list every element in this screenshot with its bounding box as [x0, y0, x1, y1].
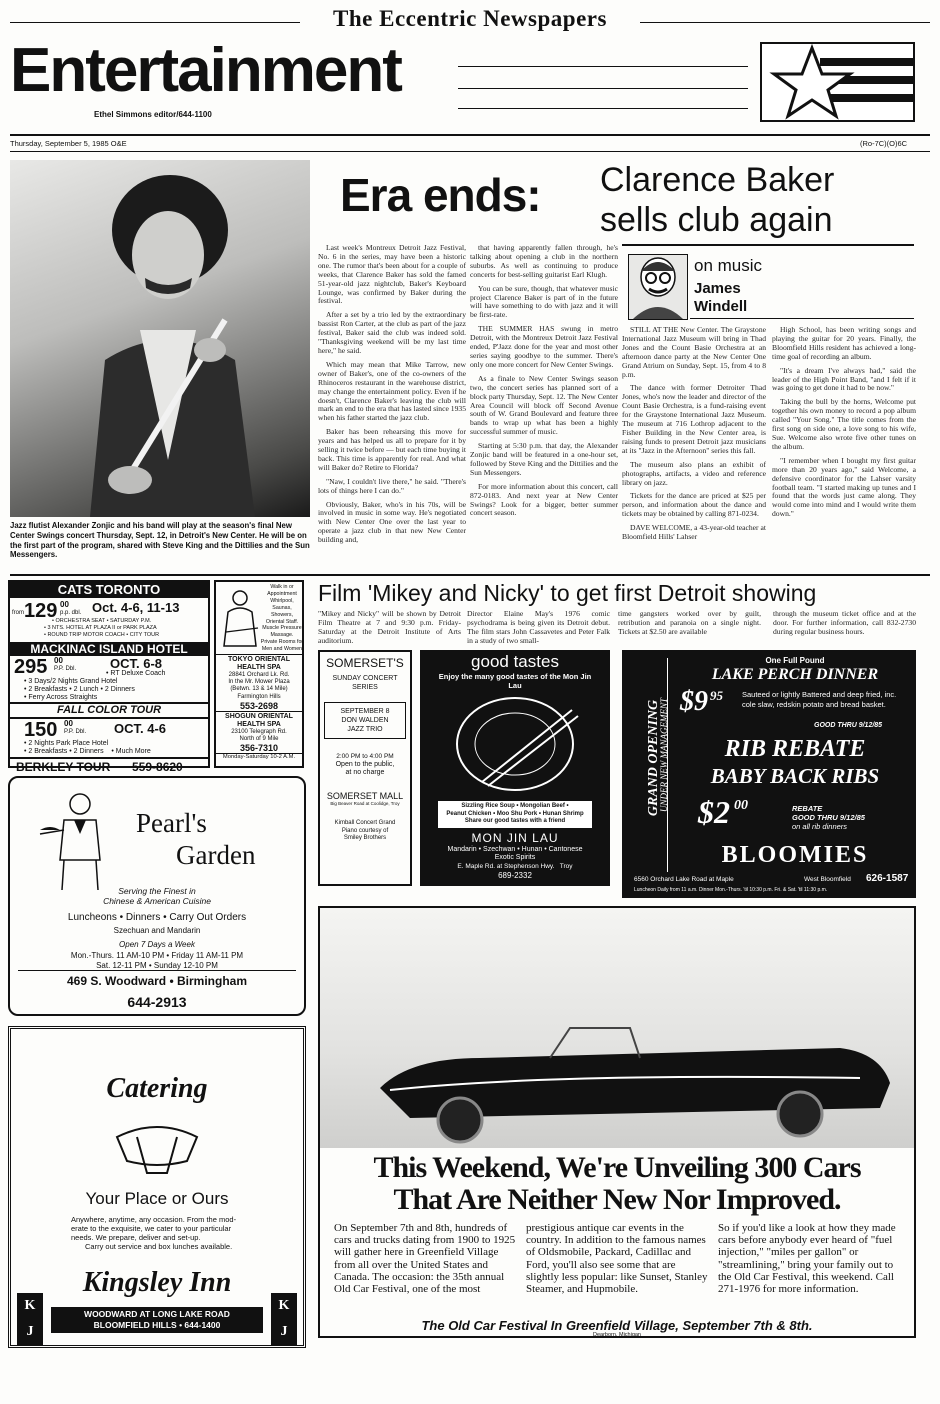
somerset-credit: Smiley Brothers — [343, 835, 387, 841]
spa-tagline: Whirlpool, Saunas, — [270, 597, 294, 611]
spa-tagline: Showers, — [270, 611, 294, 618]
fall-item: • 2 Nights Park Place Hotel — [24, 740, 109, 747]
monjin-dishes: Share our good tastes with a friend — [464, 818, 566, 824]
paragraph: Baker has been rehearsing this move for years and has helped us all to prepare for it by selling it twice before — but each time buying it back. This time is apparently for real. And what will Baker do? Retire to Florida? — [318, 427, 466, 472]
spa-tagline: Walk in or — [270, 584, 294, 590]
mackinac-price: 295 — [14, 656, 48, 678]
kingsley-address: WOODWARD AT LONG LAKE ROAD — [84, 1309, 230, 1319]
monjin-name: MON JIN LAU — [471, 830, 559, 845]
tokyo-phone: 553-2698 — [239, 700, 279, 711]
tokyo-address: 28841 Orchard Lk. Rd. — [228, 672, 290, 678]
paragraph: Tickets for the dance are priced at $25 per person, and information about the dance and tickets may be obtained by calling 871-0234. — [622, 491, 766, 519]
catering-body: Anywhere, anytime, any occasion. From the mod- — [71, 1215, 237, 1224]
cats-price: 129 — [24, 600, 58, 622]
masthead-rule-right — [640, 22, 930, 23]
film-col-3: time gangsters worked over by guilt, retribution and paranoia on a single night. Tickets at $2.50 are available — [618, 609, 761, 636]
editor-credit: Ethel Simmons editor/644-1100 — [94, 110, 212, 119]
paragraph: The dance with former Detroiter Thad Jones, who's now the leader and director of the Count Basie Orchestra, is a fund-raising event for the Graystone International Jazz Museum. The museum at 716 Lothrop adjacent to the Fisher Building in the New Center area, is raising funds to present Detroit jazz musicians at its "Jazz in the Afternoon" series this fall. — [622, 383, 766, 455]
bloomies-rib-price: $2 — [698, 794, 730, 830]
somerset-credit: Kimball Concert Grand — [334, 820, 396, 826]
pearls-hours: Sat. 12-11 PM • Sunday 12-10 PM — [96, 961, 218, 970]
article-col-3 — [622, 326, 766, 547]
car-col-1: On September 7th and 8th, hundreds of cars and trucks dating from 1900 to 1925 will gather here in Greenfield Village from all over the United States and Canada. The occasion: the 35th annual Old Car Festival, one of the most — [334, 1222, 516, 1296]
columnist-portrait-icon — [629, 255, 687, 319]
car-photo — [320, 908, 914, 1148]
bloomies-rib-rebate: REBATE — [792, 804, 823, 813]
section-divider — [10, 574, 930, 576]
mackinac-price-cents: 00 — [54, 656, 63, 665]
bloomies-phone: 626-1587 — [866, 873, 909, 884]
kingsley-catering-ad — [8, 1026, 306, 1348]
pearls-tagline: Chinese & American Cuisine — [103, 896, 211, 906]
somerset-time: 2:00 PM to 4:00 PM — [336, 753, 394, 760]
mackinac-item: • 3 Days/2 Nights Grand Hotel — [24, 678, 118, 685]
monjin-phone: 689-2332 — [498, 870, 532, 880]
headline-kicker: Era ends: — [340, 169, 541, 221]
bloomies-name: BLOOMIES — [721, 842, 869, 868]
kingsley-emblem-right — [271, 1293, 297, 1345]
somerset-venue: SOMERSET MALL — [326, 791, 404, 801]
fall-item: • 2 Breakfasts • 2 Dinners • Much More — [24, 748, 151, 755]
bloomies-rib-title: RIB REBATE — [724, 736, 866, 762]
pearls-divider — [18, 970, 296, 971]
column-label: on music — [694, 256, 763, 275]
kingsley-emblem-left — [17, 1293, 43, 1345]
shogun-address: 23100 Telegraph Rd. — [231, 728, 287, 735]
tokyo-city: Farmington Hills — [237, 693, 281, 700]
columnist-last-name: Windell — [694, 298, 748, 315]
bloomies-hours: Luncheon Daily from 11 a.m. Dinner Mon.-Thurs. 'til 10:30 p.m. Fri. & Sat. 'til 11:30 p.m. — [634, 887, 828, 893]
plate-chopsticks-icon — [422, 690, 608, 794]
shogun-name: SHOGUN ORIENTAL HEALTH SPA — [225, 712, 293, 728]
paragraph: Which may mean that Mike Tarrow, new owner of Baker's, one of the co-owners of the Rhinoceros restaurant in the warehouse district, may change the entertainment policy. Even if he doesn't, Clarence Baker's leaving the club will mark an end to the era that has lasted since 1935 when his father started the jazz club. — [318, 359, 466, 423]
paragraph: that having apparently fallen through, he's talking about opening a club in the northern suburbs. As well as continuing to produce concerts for best-selling guitarist Earl Klugh. — [470, 243, 618, 279]
paragraph: "It's a dream I've always had," said the leader of the High Point Band, "and I felt if it was going to get done it had to be now." — [772, 365, 916, 393]
monjin-title: good tastes — [471, 652, 559, 671]
monjin-subtitle: Enjoy the many good tastes of the Mon Jin Lau — [438, 672, 592, 690]
somerset-date: SEPTEMBER 8 — [340, 708, 390, 715]
cats-price-cents: 00 — [60, 600, 69, 609]
fall-basis: P.P. Dbl. — [64, 729, 87, 735]
catering-body: needs. We prepare, deliver and set-up. — [71, 1233, 201, 1242]
spa-ad — [214, 580, 304, 768]
car-footer: The Old Car Festival In Greenfield Village, September 7th & 8th. — [421, 1318, 813, 1333]
spa-tagline: Oriental Staff. — [265, 618, 299, 625]
emblem-letter: K — [278, 1298, 290, 1313]
dateline-rule-bottom — [10, 151, 930, 152]
dateline: Thursday, September 5, 1985 O&E — [10, 139, 127, 148]
catering-title: Catering — [106, 1073, 208, 1104]
somerset-performer: JAZZ TRIO — [347, 726, 383, 733]
berkley-tour-ad — [8, 580, 210, 774]
bloomies-rib-cents: 00 — [734, 798, 748, 813]
car-headline-2: That Are Neither New Nor Improved. — [393, 1183, 841, 1216]
cats-from: from — [12, 610, 24, 616]
paragraph: DAVE WELCOME, a 43-year-old teacher at Bloomfield Hills' Lahser — [622, 523, 766, 542]
masthead-line-1 — [458, 66, 748, 67]
masthead-rule-left — [10, 22, 300, 23]
mackinac-title: MACKINAC ISLAND HOTEL — [10, 642, 208, 656]
waiter-icon — [30, 790, 130, 894]
cats-basis: p.p. dbl. — [60, 610, 82, 616]
columnist-photo — [628, 254, 688, 320]
bloomies-ad — [622, 650, 916, 898]
car-headline-1: This Weekend, We're Unveiling 300 Cars — [373, 1151, 861, 1184]
emblem-letter: J — [280, 1324, 288, 1339]
dateline-rule-top — [10, 134, 930, 136]
pearls-name-line-1: Pearl's — [136, 808, 207, 838]
flutist-illustration — [10, 160, 310, 517]
somerset-subtitle: SERIES — [352, 684, 378, 691]
bloomies-kicker: One Full Pound — [765, 656, 825, 665]
tokyo-name: TOKYO ORIENTAL HEALTH SPA — [228, 656, 290, 671]
mackinac-coach: • RT Deluxe Coach — [106, 670, 166, 677]
section-title: Entertainment — [10, 36, 401, 105]
paragraph: "I remember when I bought my first guitar more than 20 years ago," said Welcome, a defensive coordinator for the Lahser varsity football team. "I started making up tunes and I found that the words just came along. They would come into mind and I would write them down." — [772, 455, 916, 519]
emblem-letter: J — [26, 1324, 34, 1339]
article-col-2 — [470, 244, 618, 523]
tokyo-cross-streets: (Betwn. 13 & 14 Mile) — [230, 686, 288, 693]
bloomies-perch-price: $9 — [680, 686, 708, 717]
bloomies-rib-sub: BABY BACK RIBS — [710, 764, 880, 788]
kingsley-name: Kingsley Inn — [82, 1267, 232, 1298]
bloomies-side-banner — [638, 658, 668, 872]
spa-tagline: Massage. — [270, 632, 294, 639]
film-col-1: "Mikey and Nicky" will be shown by Detroit Film Theatre at 7 and 9:30 p.m. Friday-Saturday at the Detroit Institute of Arts auditorium. — [318, 609, 461, 645]
paragraph: The museum also plans an exhibit of photographs, artifacts, a video and reference library on jazz. — [622, 459, 766, 487]
pearls-hours: Mon.-Thurs. 11 AM-10 PM • Friday 11 AM-11 PM — [70, 951, 244, 960]
star-icon — [762, 44, 913, 120]
paragraph: You can be sure, though, that whatever music project Clarence Baker is part of in the future will have something to do with jazz and it will be first-rate. — [470, 283, 618, 320]
car-place: Dearborn, Michigan — [593, 1332, 641, 1338]
paragraph: THE SUMMER HAS swung in metro Detroit, with the Montreux Detroit Jazz Festival ended, P'Jazz done for the year and most other series saying goodbye to the summer. There's only one more concert for New Center Swings. — [470, 324, 618, 369]
pearls-styles: Szechuan and Mandarin — [113, 926, 201, 935]
paragraph: As a finale to New Center Swings season two, the concert series has planned sort of a block party Thursday, Sept. 12. The New Center Area Council will block off Second Avenue south of W. Grand Boulevard and feature three bands to wrap up what has been a highly successful summer of music. — [470, 373, 618, 437]
mackinac-item: • Ferry Across Straights — [24, 694, 98, 701]
somerset-credit: Piano courtesy of — [341, 827, 389, 834]
car-col-2: prestigious antique car events in the country. In addition to the famous names of Oldsmobile, Packard, Cadillac and Ford, you'll also see some that are slightly less popular: like Sunset, Stanley Steamer, and Hupmobile. — [526, 1222, 708, 1296]
bloomies-rib-valid: GOOD THRU 9/12/85 — [792, 813, 865, 822]
bloomies-grand-opening: GRAND OPENING — [646, 699, 661, 817]
columnist-first-name: James — [694, 280, 741, 297]
cats-title: CATS TORONTO — [10, 582, 208, 598]
masthead-line-3 — [458, 108, 748, 109]
paragraph: For more information about this concert, call 872-0183. And next year at New Center Swings? Look for a bigger, better summer concert season. — [470, 481, 618, 518]
masseuse-icon — [218, 588, 262, 650]
somerset-venue-sub: Big Beaver Road at Coolidge, Troy — [330, 801, 400, 806]
old-car-festival-ad — [318, 906, 916, 1338]
paragraph: High School, has been writing songs and playing the guitar for 20 years. Finally, the Bloomfield Hills resident has achieved a long-time goal of recording an album. — [772, 325, 916, 361]
film-col-2: Director Elaine May's 1976 comic psychodrama is being given its Detroit debut. The film stars John Cassavetes and Peter Falk in a study of two small- — [467, 609, 610, 645]
shogun-location: North of 9 Mile — [239, 736, 279, 743]
headline-title: Clarence Baker sells club again — [600, 161, 835, 239]
paragraph: STILL AT THE New Center. The Graystone International Jazz Museum will bring in Thad Jones and the Count Basie Orchestra at an afternoon dance party at the New Center One Grand Atrium on Sunday, Sept. 15, from 4 to 8 p.m. — [622, 325, 766, 379]
fall-price: 150 — [24, 719, 58, 741]
mackinac-item: • 2 Breakfasts • 2 Lunch • 2 Dinners — [24, 686, 135, 693]
pearls-tagline: Serving the Finest in — [118, 886, 196, 896]
serving-tray-icon — [107, 1117, 207, 1177]
spa-tagline: Muscle Pressure — [262, 625, 302, 632]
monjin-cuisines: Mandarin • Szechwan • Hunan • Cantonese — [447, 845, 583, 853]
kingsley-address-bar — [51, 1307, 263, 1333]
bloomies-perch-valid: GOOD THRU 9/12/85 — [814, 722, 883, 729]
emblem-letter: K — [24, 1298, 36, 1313]
paragraph: "Naw, I couldn't live there," he said. "There's lots of things here I can do." — [318, 476, 466, 495]
bloomies-perch-cents: 95 — [710, 688, 723, 703]
column-header-underline — [690, 318, 914, 319]
kingsley-city: BLOOMFIELD HILLS • 644-1400 — [93, 1320, 221, 1330]
bloomies-town: West Bloomfield — [804, 876, 851, 883]
monjin-spirits: Exotic Spirits — [494, 854, 536, 861]
mackinac-dates: OCT. 6-8 — [110, 656, 163, 671]
star-logo — [760, 42, 915, 122]
somerset-note: Open to the public, — [335, 761, 395, 768]
mackinac-basis: P.P. Dbl. — [54, 666, 77, 672]
photo-caption: Jazz flutist Alexander Zonjic and his band will play at the season's final New Center Swings concert Thursday, Sept. 12, in Detroit's New Center. He will be on the first part of the program, shared with Steve King and the Dittilies and the Sun Messengers. — [10, 521, 310, 560]
somerset-subtitle: SUNDAY CONCERT — [332, 675, 398, 682]
tokyo-location: In the Mr. Mower Plaza — [228, 679, 290, 686]
column-header-rule — [622, 244, 914, 246]
spa-tagline: Private Rooms for — [260, 639, 304, 646]
spa-hours: Monday-Saturday 10-2 A.M. — [216, 753, 302, 761]
masthead-line-2 — [458, 88, 748, 89]
berkley-name: BERKLEY TOUR — [16, 760, 111, 774]
catering-body: Carry out service and box lunches available. — [85, 1242, 233, 1251]
monjin-dishes: Sizzling Rice Soup • Mongolian Beef • — [461, 803, 569, 809]
pearls-garden-ad — [8, 776, 306, 1016]
article-col-1 — [318, 244, 466, 550]
antique-car-illustration — [320, 908, 914, 1148]
spa-tagline: Men and Women — [261, 646, 303, 653]
cats-detail-3: • ROUND TRIP MOTOR COACH • CITY TOUR — [44, 632, 160, 638]
bloomies-new-management: UNDER NEW MANAGEMENT — [659, 698, 669, 812]
shogun-phone: 356-7310 — [239, 743, 279, 754]
bloomies-rib-note: on all rib dinners — [792, 822, 848, 831]
pearls-phone: 644-2913 — [127, 994, 187, 1010]
car-col-3: So if you'd like a look at how they made cars before anybody ever heard of "fuel injection," "miles per gallon" or "streamlining," bring your family out to the Old Car Festival, this weekend. Call 271-1976 for more information. — [718, 1222, 896, 1296]
edition-code: (Ro-7C)(O)6C — [860, 139, 908, 148]
catering-slogan: Your Place or Ours — [85, 1189, 229, 1208]
somerset-performer: DON WALDEN — [341, 717, 389, 724]
fall-dates: OCT. 4-6 — [114, 721, 167, 736]
paragraph: Taking the bull by the horns, Welcome put together his own money to record a pop album called "Your Song." The title comes from the first song on side one, a love song to his wife, Sue. Welcome also wrote five other tunes on the album. — [772, 397, 916, 451]
somerset-event-box — [324, 702, 406, 739]
bloomies-dinner: LAKE PERCH DINNER — [711, 666, 879, 683]
spa-tagline: Appointment — [267, 590, 297, 597]
bloomies-address: 6560 Orchard Lake Road at Maple — [634, 876, 734, 883]
fall-title: FALL COLOR TOUR — [10, 702, 208, 719]
monjin-dishes: Peanut Chicken • Moo Shu Pork • Hunan Shrimp — [446, 810, 584, 817]
pearls-meals: Luncheons • Dinners • Carry Out Orders — [67, 912, 247, 923]
monjin-address: E. Maple Rd. at Stephenson Hwy. Troy — [457, 862, 573, 870]
bloomies-perch-desc: Sauteed or lightly Battered and deep fried, inc. cole slaw, redskin potato and bread basket. — [742, 690, 897, 709]
pearls-address: 469 S. Woodward • Birmingham — [66, 974, 247, 988]
paragraph: Starting at 5:30 p.m. that day, the Alexander Zonjic band will be featured in a one-hour set, followed by Steve King and the Dittilies and the Sun Messengers. — [470, 441, 618, 477]
musician-photo — [10, 160, 310, 517]
somerset-title: SOMERSET'S — [326, 656, 404, 670]
somerset-ad — [318, 650, 412, 886]
paragraph: Last week's Montreux Detroit Jazz Festival, No. 6 in the series, may have been a historic one. The rumor that's been about for a couple of weeks, that Clarence Baker has sold the famed 51-year-old jazz nightclub, Baker's Keyboard Lounge, was confirmed by Baker during the festival. — [318, 243, 466, 306]
cats-detail-1: • ORCHESTRA SEAT • SATURDAY P.M. — [52, 618, 152, 624]
fall-price-cents: 00 — [64, 719, 73, 728]
cats-detail-2: • 3 NTS. HOTEL AT PLAZA II or PARK PLAZA — [44, 625, 157, 631]
paper-name: The Eccentric Newspapers — [333, 6, 607, 31]
mon-jin-lau-ad — [420, 650, 610, 886]
film-headline: Film 'Mikey and Nicky' to get first Detroit showing — [318, 580, 817, 606]
somerset-note: at no charge — [345, 769, 385, 776]
pearls-days: Open 7 Days a Week — [119, 940, 195, 949]
paragraph: After a set by a trio led by the extraordinary bassist Ron Carter, at the club as part of the jazz festival, Baker said the club was indeed sold. "Thanksgiving weekend will be my last time here," he said. — [318, 310, 466, 355]
cats-dates: Oct. 4-6, 11-13 — [92, 600, 180, 615]
article-col-4 — [772, 326, 916, 524]
monjin-dishes-box — [438, 801, 592, 828]
berkley-footer — [10, 757, 208, 773]
pearls-name-line-2: Garden — [176, 840, 256, 870]
catering-body: erate to the exquisite, we cater to your particular — [71, 1224, 232, 1233]
berkley-phone: 559-8620 — [132, 760, 183, 774]
paragraph: Obviously, Baker, who's in his 70s, will be involved in music in some way. He's negotiated with New Center One over the last year to operate a jazz club in that new New Center building and, — [318, 499, 466, 545]
film-col-4: through the museum ticket office and at the door. For further information, call 832-2730 during regular business hours. — [773, 609, 916, 636]
